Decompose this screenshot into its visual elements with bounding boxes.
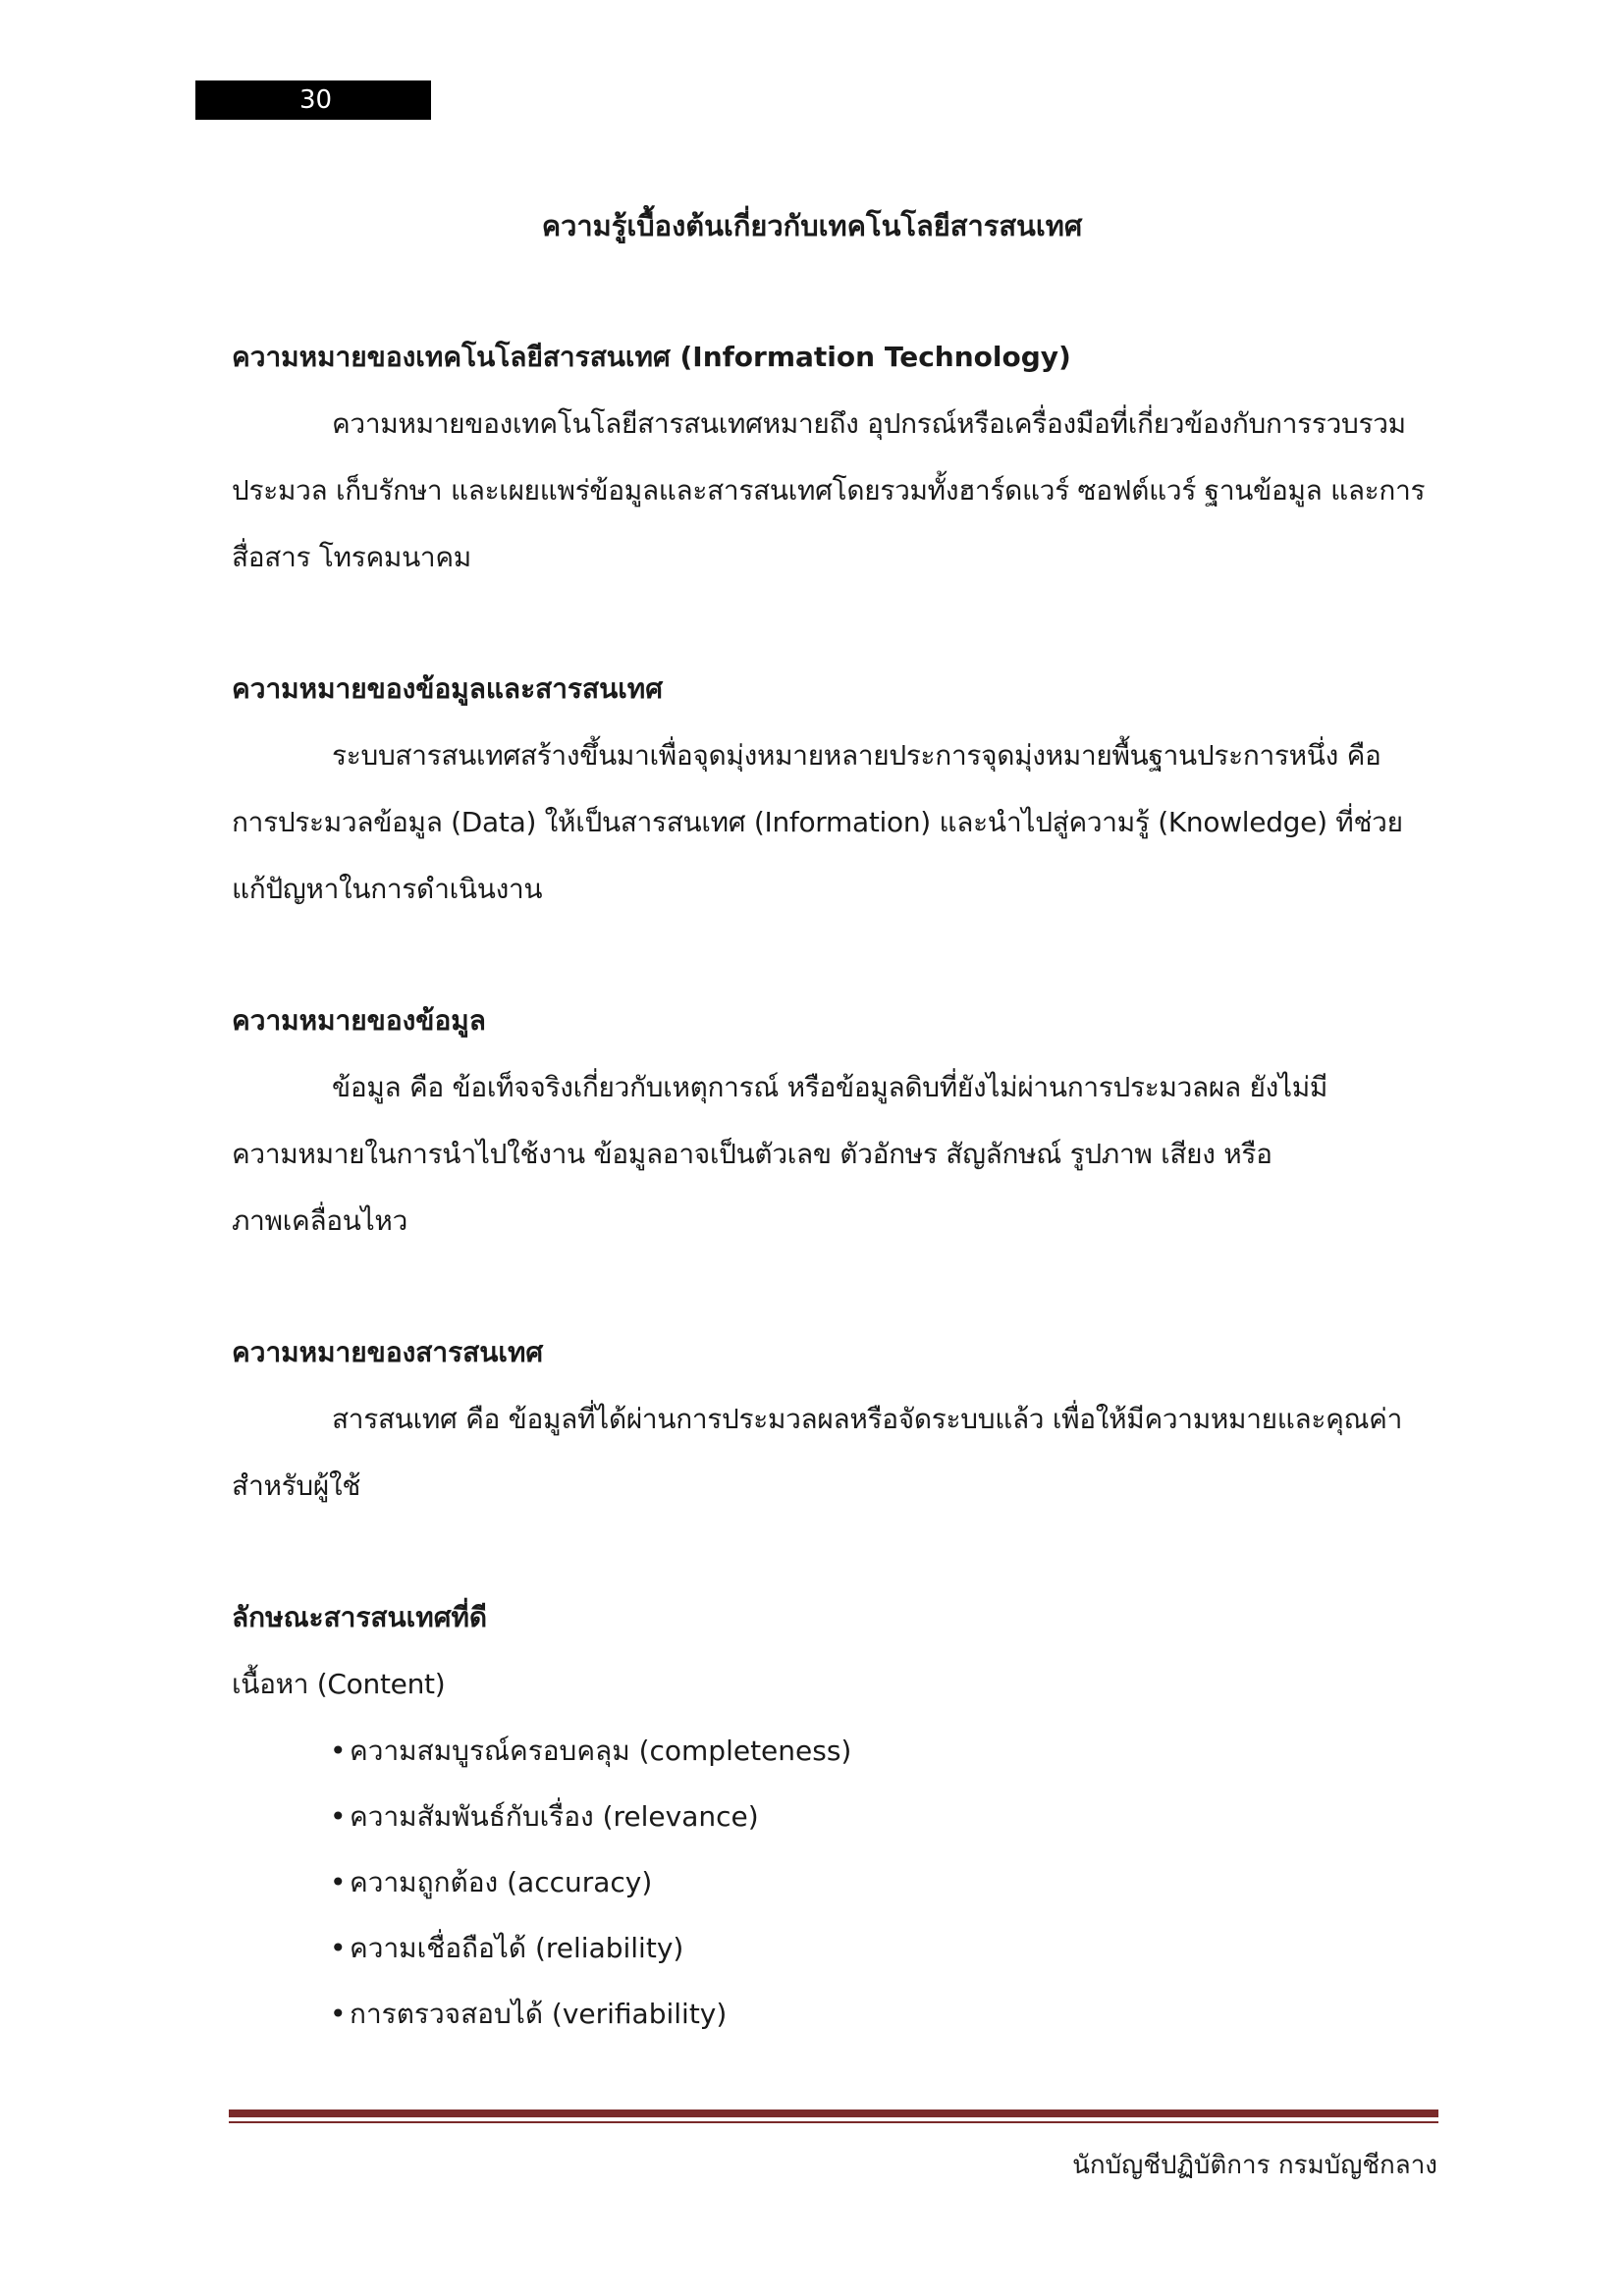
section-heading-it-meaning: ความหมายของเทคโนโลยีสารสนเทศ (Information Technology): [232, 341, 1071, 373]
paragraph-line: การประมวลข้อมูล (Data) ให้เป็นสารสนเทศ (Information) และนำไปสู่ความรู้ (Knowledge) ที่ช่วย: [232, 806, 1403, 838]
footer-rule-thin: [229, 2121, 1438, 2123]
bullet-icon: •: [330, 1800, 347, 1833]
list-item: [330, 1863, 652, 1902]
list-item-text: ความถูกต้อง (accuracy): [350, 1866, 653, 1898]
subheading-content: เนื้อหา (Content): [232, 1668, 446, 1700]
paragraph-line: ความหมายในการนำไปใช้งาน ข้อมูลอาจเป็นตัวเลข ตัวอักษร สัญลักษณ์ รูปภาพ เสียง หรือ: [232, 1138, 1272, 1170]
bullet-icon: •: [330, 1932, 347, 1964]
list-item-text: การตรวจสอบได้ (verifiability): [350, 1998, 728, 2030]
list-item-text: ความสมบูรณ์ครอบคลุม (completeness): [350, 1735, 852, 1767]
page-number: 30: [299, 85, 333, 115]
paragraph-line: แก้ปัญหาในการดำเนินงาน: [232, 873, 543, 905]
section-heading-data: ความหมายของข้อมูล: [232, 1004, 486, 1037]
list-item: [330, 1995, 727, 2034]
footer-organization: นักบัญชีปฏิบัติการ กรมบัญชีกลาง: [1072, 2151, 1437, 2180]
section-heading-information: ความหมายของสารสนเทศ: [232, 1336, 544, 1368]
bullet-icon: •: [330, 1735, 347, 1767]
paragraph-line: สารสนเทศ คือ ข้อมูลที่ได้ผ่านการประมวลผลหรือจัดระบบแล้ว เพื่อให้มีความหมายและคุณค่า: [332, 1403, 1403, 1435]
paragraph-line: ความหมายของเทคโนโลยีสารสนเทศหมายถึง อุปกรณ์หรือเครื่องมือที่เกี่ยวข้องกับการรวบรวม: [332, 407, 1406, 440]
list-item-text: ความสัมพันธ์กับเรื่อง (relevance): [350, 1800, 759, 1833]
list-item-text: ความเชื่อถือได้ (reliability): [350, 1932, 684, 1964]
paragraph-line: ระบบสารสนเทศสร้างขึ้นมาเพื่อจุดมุ่งหมายหลายประการจุดมุ่งหมายพื้นฐานประการหนึ่ง คือ: [332, 739, 1381, 772]
paragraph-line: สำหรับผู้ใช้: [232, 1469, 361, 1502]
section-heading-data-information: ความหมายของข้อมูลและสารสนเทศ: [232, 672, 664, 705]
paragraph-line: ประมวล เก็บรักษา และเผยแพร่ข้อมูลและสารสนเทศโดยรวมทั้งฮาร์ดแวร์ ซอฟต์แวร์ ฐานข้อมูล และการ: [232, 474, 1426, 507]
paragraph-line: ภาพเคลื่อนไหว: [232, 1204, 408, 1237]
paragraph-line: สื่อสาร โทรคมนาคม: [232, 541, 471, 573]
list-item: [330, 1797, 759, 1837]
section-heading-good-information: ลักษณะสารสนเทศที่ดี: [232, 1601, 488, 1633]
footer-rule: [229, 2109, 1438, 2117]
bullet-icon: •: [330, 1866, 347, 1898]
bullet-icon: •: [330, 1998, 347, 2030]
paragraph-line: ข้อมูล คือ ข้อเท็จจริงเกี่ยวกับเหตุการณ์ หรือข้อมูลดิบที่ยังไม่ผ่านการประมวลผล ยังไม่มี: [332, 1071, 1328, 1103]
list-item: [330, 1929, 683, 1968]
document-title: ความรู้เบื้องต้นเกี่ยวกับเทคโนโลยีสารสนเทศ: [541, 209, 1083, 242]
list-item: [330, 1732, 851, 1771]
